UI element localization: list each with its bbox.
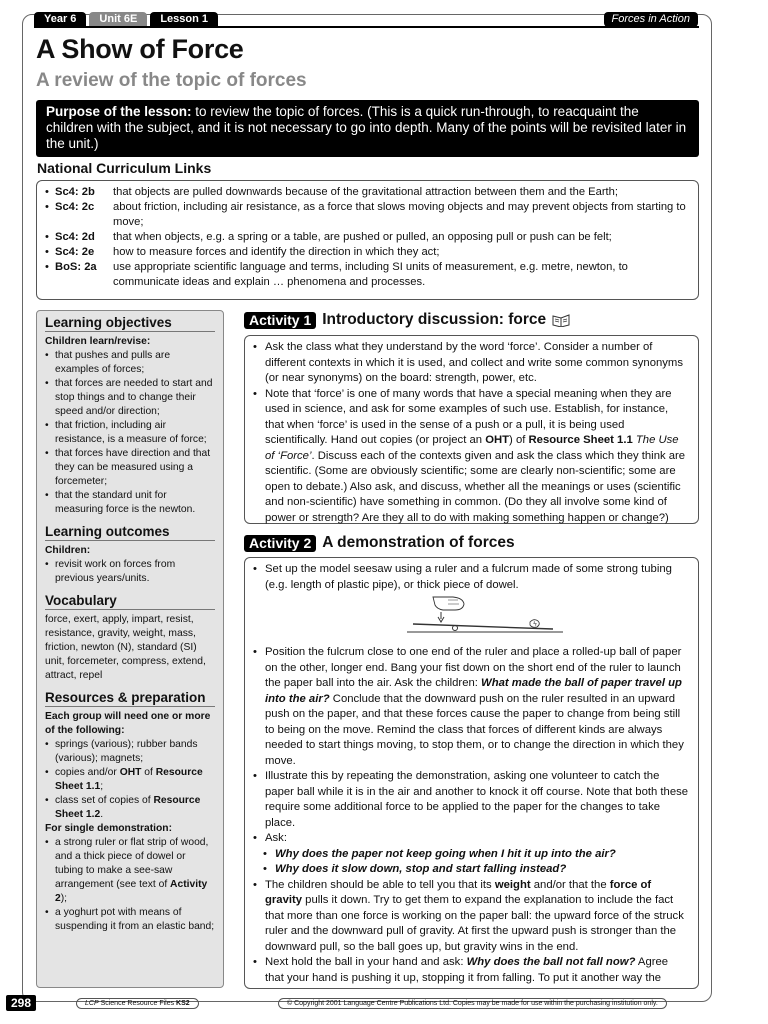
series-label: Forces in Action [604,12,698,27]
book-icon [552,313,570,327]
page-subtitle: A review of the topic of forces [36,70,307,91]
list-item: • Position the fulcrum close to one end of the ruler and place a rolled-up ball of paper on the other, longer end. Bang your fist down on the short end of the ruler to launch the paper ball into the air. Ask the children: What made the ball of paper travel up into the air? Conclude that the downward push on the ruler resulted in an upward push on the paper, and that these forces cause the paper to change from being still to being on the move. Remind the class that forces of different kinds are always needed to start things moving, to stop them, or to change the direction in which they move. [253,646,684,767]
curriculum-code: BoS: 2a [55,261,97,273]
curriculum-text: about friction, including air resistance, as a force that slows moving objects and may prevent objects from starting to move; [113,201,686,228]
list-item: • revisit work on forces from previous years/units. [45,559,176,584]
fulcrum-icon [453,626,458,631]
lesson-tabs [34,12,218,27]
list-item: • Ask: [253,832,287,844]
list-item: • a strong ruler or flat strip of wood, and a thick piece of dowel or tubing to make a see-saw arrangement (see text of Activity 2); [45,837,209,904]
footer-series: LCP Science Resource Files KS2 [76,998,199,1009]
activity2-title: A demonstration of forces [322,534,515,551]
activity1-heading [244,311,570,329]
resources-demo-sub: For single demonstration: [45,823,173,834]
purpose-label: Purpose of the lesson: [46,104,192,119]
list-item: • Set up the model seesaw using a ruler and a fulcrum made of some strong tubing (e.g. length of plastic pipe), or thick piece of dowel. [253,563,672,591]
curriculum-text: that objects are pulled downwards because of the gravitational attraction between them and the Earth; [113,186,618,198]
list-item: • that pushes and pulls are examples of forces; [45,350,171,375]
tab-unit: Unit 6E [89,12,147,27]
question-item: • Why does the paper not keep going when I hit it up into the air? [263,847,616,860]
list-item: • that forces have direction and that they can be measured using a forcemeter; [45,448,211,487]
curriculum-text: how to measure forces and identify the direction in which they act; [113,246,440,258]
question-item: • Why does it slow down, stop and start falling instead? [263,863,567,875]
list-item: • that friction, including air resistance, is a measure of force; [45,420,207,445]
sidebar [36,310,224,988]
curriculum-heading: National Curriculum Links [37,160,212,176]
outcomes-sub: Children: [45,545,91,556]
outcomes-heading: Learning outcomes [45,525,215,541]
list-item: • Ask the class what they understand by the word ‘force’. Consider a number of different contexts in which it is used, and collect and write some common synonyms (or near synonyms) on the board: strength, power, etc. [253,341,683,384]
curriculum-code: Sc4: 2b [55,186,95,198]
curriculum-code: Sc4: 2c [55,201,95,213]
page-number: 298 [6,995,36,1011]
paper-ball-icon [530,620,539,628]
curriculum-code: Sc4: 2d [55,231,95,243]
list-item: • Illustrate this by repeating the demonstration, asking one volunteer to catch the paper ball while it is in the air and another to knock it off course. Note that both these require some additional force to be applied to the paper for the changes to take place. [253,770,689,829]
list-item: • Next hold the ball in your hand and ask: Why does the ball not fall now? Agree that your hand is pushing it up, stopping it from falling. To put it another way the [253,956,669,984]
activity2-box [244,557,699,989]
list-item: • class set of copies of Resource Sheet 1.2. [45,795,201,820]
list-item: • that forces are needed to start and stop things and to change their speed and/or direction; [45,378,213,417]
curriculum-item: • Sc4: 2c about friction, including air resistance, as a force that slows moving objects and may prevent objects from starting to move; [45,200,690,230]
purpose-box [36,100,699,157]
seesaw-illustration [253,595,690,639]
tab-year: Year 6 [34,12,86,27]
page-title: A Show of Force [36,34,244,64]
list-item: • The children should be able to tell you that its weight and/or that the force of gravity pulls it down. Try to get them to expand the explanation to include the fact that more than one force is working on the paper ball: the upward force of the struck ruler and the downward pull of gravity. At first the upward push is stronger than the downward pull, so the ball goes up, but gravity wins in the end. [253,878,684,953]
curriculum-item: • Sc4: 2d that when objects, e.g. a spring or a table, are pushed or pulled, an opposing pull or push can be felt; [45,230,690,245]
list-item: • that the standard unit for measuring force is the newton. [45,490,196,515]
vocabulary-text: force, exert, apply, impart, resist, resistance, gravity, weight, mass, friction, newton (N), standard (SI) unit, forcemeter, compress, extend, attract, repel [45,614,206,681]
activity2-heading [244,534,515,552]
activity1-tag: Activity 1 [244,312,316,329]
activity2-tag: Activity 2 [244,535,316,552]
objectives-sub: Children learn/revise: [45,336,151,347]
list-item: • a yoghurt pot with means of suspending it from an elastic band; [45,907,215,932]
footer-copyright: © Copyright 2001 Language Centre Publications Ltd. Copies may be made for use within the purchasing institution only. [278,998,667,1009]
vocabulary-heading: Vocabulary [45,594,215,610]
activity1-title: Introductory discussion: force [322,311,547,328]
list-item: • Note that ‘force’ is one of many words that have a special meaning when they are used in science, and ask for some examples of such use. Establish, for instance, that when ‘force’ is used in the sense of a push or a pull, it is being used scientifically. Hand out copies (or project an OHT) of Resource Sheet 1.1 The Use of ‘Force’. Discuss each of the contexts given and ask the class which they think are scientific. (Some are obviously scientific; some are clearly non-scientific; some are open to debate.) Also ask, and discuss, whether all the meanings or uses (scientific and non-scientific) have something in common. (Do they all involve some kind of power or strength? Are they all to do with making something happen or change?) [253,387,686,524]
list-item: • springs (various); rubber bands (various); magnets; [45,739,198,764]
activity1-box [244,335,699,524]
header-rule [34,26,699,28]
curriculum-code: Sc4: 2e [55,246,95,258]
objectives-heading: Learning objectives [45,316,215,332]
curriculum-text: use appropriate scientific language and terms, including SI units of measurement, e.g. metre, newton, to communicate ideas and explain … phenomena and processes. [113,261,628,288]
curriculum-item: • BoS: 2a use appropriate scientific language and terms, including SI units of measurement, e.g. metre, newton, to communicate ideas and explain … phenomena and processes. [45,260,690,290]
list-item: • copies and/or OHT of Resource Sheet 1.1; [45,767,203,792]
curriculum-text: that when objects, e.g. a spring or a table, are pushed or pulled, an opposing pull or push can be felt; [113,231,612,243]
tab-lesson: Lesson 1 [150,12,218,27]
resources-heading: Resources & preparation [45,691,215,707]
purpose-text: to review the topic of forces. (This is a quick run-through, to reacquaint the children with the subject, and it is not necessary to go into depth. Many of the points will be revisited later in the unit.) [46,104,687,151]
curriculum-item: • Sc4: 2e how to measure forces and identify the direction in which they act; [45,245,690,260]
curriculum-box [36,180,699,300]
curriculum-item: • Sc4: 2b that objects are pulled downwards because of the gravitational attraction between them and the Earth; [45,185,690,200]
resources-group-sub: Each group will need one or more of the following: [45,711,211,736]
fist-icon [433,597,464,610]
